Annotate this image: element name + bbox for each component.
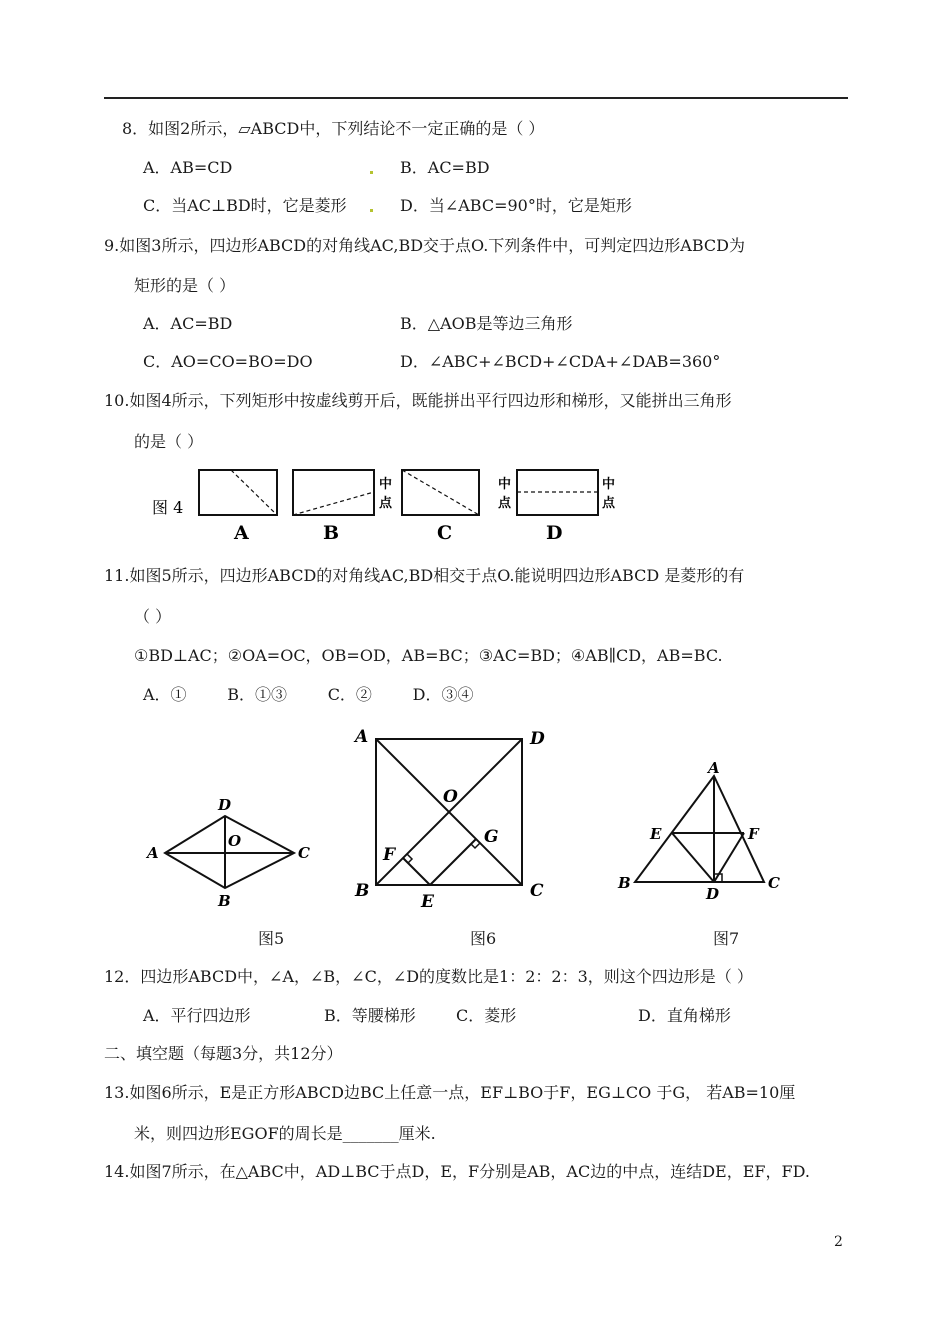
fig4-rect-b <box>293 470 374 515</box>
fig4-midpoint-d-left-2: 点 <box>498 496 512 511</box>
fig7-point-f: F <box>748 825 759 843</box>
fig6-point-f: F <box>383 845 396 865</box>
figure-5 <box>140 790 310 910</box>
fig7-caption: 图7 <box>713 929 740 948</box>
q10-stem-line1: 10.如图4所示，下列矩形中按虚线剪开后，既能拼出平行四边形和梯形，又能拼出三角形 <box>104 391 732 410</box>
q8-option-b: B．AC=BD <box>400 158 490 177</box>
q8-stem: 8．如图2所示，▱ABCD中，下列结论不一定正确的是（ ） <box>122 119 545 138</box>
fig5-point-b: B <box>218 892 231 910</box>
q12-option-a: A．平行四边形 <box>143 1006 251 1025</box>
fig4-midpoint-d-left-1: 中 <box>498 477 512 492</box>
q8-option-a: A．AB=CD <box>143 158 233 177</box>
fig4-midpoint-b-2: 点 <box>379 496 393 511</box>
fig6-point-b: B <box>355 881 370 901</box>
fig4-caption: 图 4 <box>152 498 184 517</box>
q9-option-c: C．AO=CO=BO=DO <box>143 352 313 371</box>
fig5-point-d: D <box>218 796 232 814</box>
fig6-point-e: E <box>421 892 434 912</box>
q11-conditions: ①BD⊥AC；②OA=OC，OB=OD，AB=BC；③AC=BD；④AB∥CD，AB=BC. <box>134 646 723 665</box>
q12-option-d: D．直角梯形 <box>638 1006 731 1025</box>
figure-7 <box>610 760 800 905</box>
q12-option-c: C．菱形 <box>456 1006 517 1025</box>
fig5-caption: 图5 <box>258 929 285 948</box>
fig6-point-g: G <box>484 827 499 847</box>
q9-stem-line1: 9.如图3所示，四边形ABCD的对角线AC,BD交于点O.下列条件中，可判定四边形ABCD为 <box>104 236 745 255</box>
fig6-point-c: C <box>530 881 544 901</box>
fig4-label-b: B <box>323 522 340 544</box>
fig6-point-d: D <box>530 729 545 749</box>
q13-stem-line1: 13.如图6所示，E是正方形ABCD边BC上任意一点，EF⊥BO于F，EG⊥CO 于G， 若AB=10厘 <box>104 1083 796 1102</box>
header-rule <box>104 97 848 99</box>
fig6-caption: 图6 <box>470 929 497 948</box>
q10-stem-line2: 的是（ ） <box>134 432 204 451</box>
q11-options: A．① B．①③ C．② D．③④ <box>143 685 474 704</box>
fig7-point-b: B <box>618 874 631 892</box>
q9-option-a: A．AC=BD <box>143 314 233 333</box>
fig4-midpoint-b-1: 中 <box>379 477 393 492</box>
fig7-point-c: C <box>768 874 780 892</box>
fig5-point-c: C <box>298 844 310 862</box>
q9-stem-line2: 矩形的是（ ） <box>134 276 236 295</box>
q11-stem-line1: 11.如图5所示，四边形ABCD的对角线AC,BD相交于点O.能说明四边形ABCD 是菱形的有 <box>104 566 745 585</box>
fig7-point-d: D <box>706 885 720 903</box>
q8-option-d: D．当∠ABC=90°时，它是矩形 <box>400 196 632 215</box>
section-title-fill-in: 二、填空题（每题3分，共12分） <box>104 1044 343 1063</box>
figure-6 <box>345 720 565 915</box>
q11-stem-line2: （ ） <box>134 607 172 626</box>
fig4-midpoint-d-right-1: 中 <box>602 477 616 492</box>
fig7-point-e: E <box>650 825 662 843</box>
page-number: 2 <box>834 1234 843 1250</box>
speck-mark <box>370 209 373 212</box>
q9-option-b: B．△AOB是等边三角形 <box>400 314 573 333</box>
fig7-point-a: A <box>708 760 720 777</box>
fig5-point-a: A <box>147 844 159 862</box>
q9-option-d: D．∠ABC+∠BCD+∠CDA+∠DAB=360° <box>400 352 721 371</box>
q13-stem-line2: 米，则四边形EGOF的周长是_______厘米. <box>134 1124 436 1143</box>
fig4-cut-lines <box>231 470 598 515</box>
speck-mark <box>370 171 373 174</box>
fig4-label-d: D <box>546 522 563 544</box>
q12-option-b: B．等腰梯形 <box>324 1006 416 1025</box>
q14-stem: 14.如图7所示，在△ABC中，AD⊥BC于点D，E，F分别是AB，AC边的中点，连结DE，EF，FD. <box>104 1162 810 1181</box>
fig4-rect-d <box>517 470 598 515</box>
q12-stem: 12．四边形ABCD中，∠A，∠B，∠C，∠D的度数比是1：2：2：3，则这个四边形是（ ） <box>104 967 753 986</box>
q8-option-c: C．当AC⊥BD时，它是菱形 <box>143 196 347 215</box>
fig6-point-a: A <box>355 727 369 747</box>
fig4-label-c: C <box>437 522 453 544</box>
fig4-label-a: A <box>234 522 249 544</box>
fig6-point-o: O <box>443 787 458 807</box>
fig5-point-o: O <box>228 832 242 850</box>
fig4-midpoint-d-right-2: 点 <box>602 496 616 511</box>
figure-4 <box>140 460 640 545</box>
